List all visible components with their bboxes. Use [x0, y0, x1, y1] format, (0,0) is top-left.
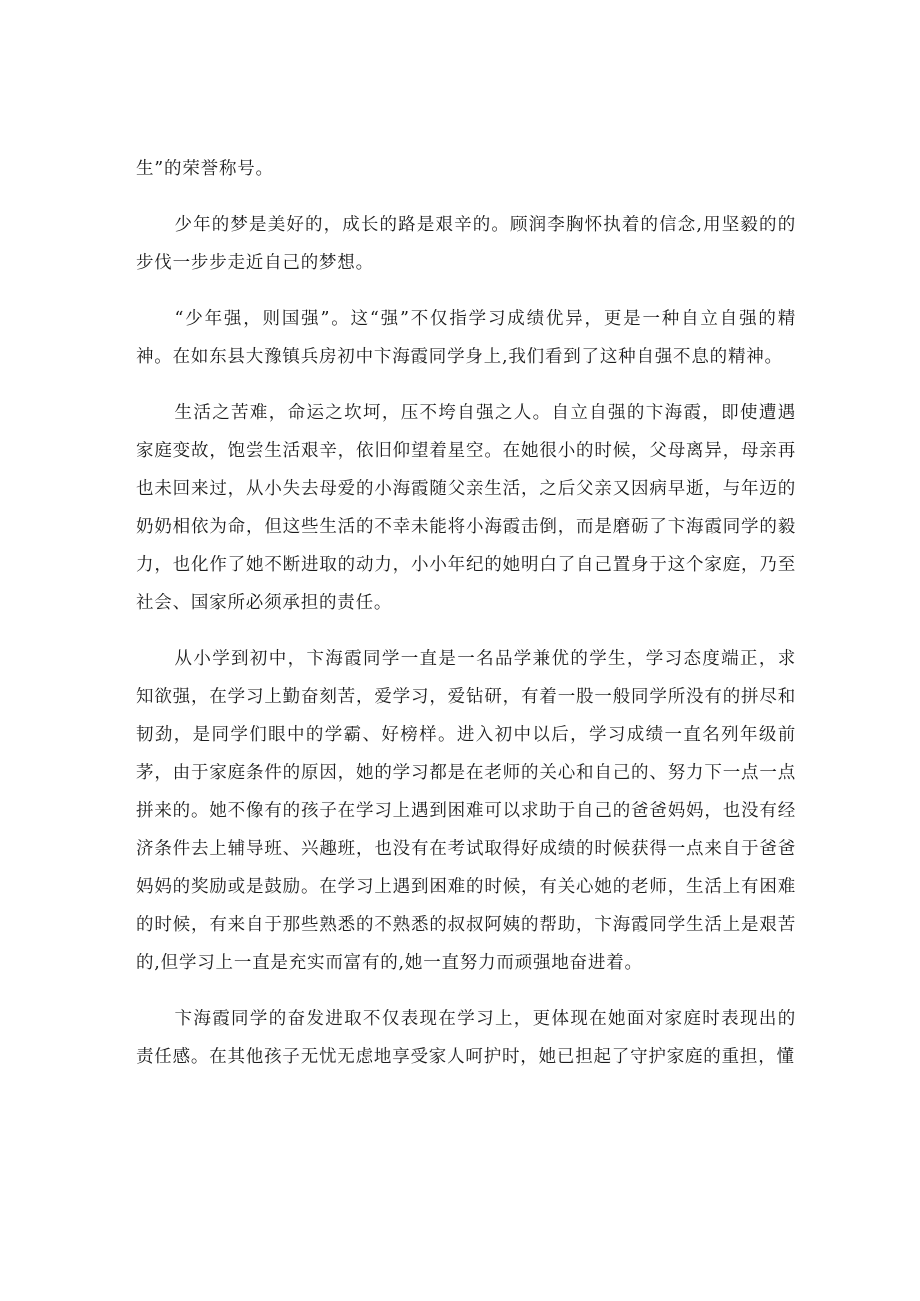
paragraph-dream: 少年的梦是美好的，成长的路是艰辛的。顾润李胸怀执着的信念,用坚毅的的步伐一步步走近自己的梦想。: [136, 215, 796, 273]
body-text: [136, 150, 796, 1094]
paragraph-study: 从小学到初中，卞海霞同学一直是一名品学兼优的学生，学习态度端正，求知欲强，在学习上勤奋刻苦，爱学习，爱钻研，有着一股一般同学所没有的拼尽和韧劲，是同学们眼中的学霸、好榜样。进入初中以后，学习成绩一直名列年级前茅，由于家庭条件的原因，她的学习都是在老师的关心和自己的、努力下一点一点拼来的。她不像有的孩子在学习上遇到困难可以求助于自己的爸爸妈妈，也没有经济条件去上辅导班、兴趣班，也没有在考试取得好成绩的时候获得一点来自于爸爸妈妈的奖励或是鼓励。在学习上遇到困难的时候，有关心她的老师，生活上有困难的时候，有来自于那些熟悉的不熟悉的叔叔阿姨的帮助，卞海霞同学生活上是艰苦的,但学习上一直是充实而富有的,她一直努力而顽强地奋进着。: [136, 649, 796, 973]
paragraph-hardship: 生活之苦难，命运之坎坷，压不垮自强之人。自立自强的卞海霞，即使遭遇家庭变故，饱尝生活艰辛，依旧仰望着星空。在她很小的时候，父母离异，母亲再也未回来过，从小失去母爱的小海霞随父亲生活，之后父亲又因病早逝，与年迈的奶奶相依为命，但这些生活的不幸未能将小海霞击倒，而是磨砺了卞海霞同学的毅力，也化作了她不断进取的动力，小小年纪的她明白了自己置身于这个家庭，乃至社会、国家所必须承担的责任。: [136, 403, 796, 613]
paragraph-responsibility: 卞海霞同学的奋发进取不仅表现在学习上，更体现在她面对家庭时表现出的责任感。在其他孩子无忧无虑地享受家人呵护时，她已担起了守护家庭的重担，懂: [136, 1009, 796, 1067]
paragraph-continuation: 生”的荣誉称号。: [136, 159, 274, 179]
paragraph-strong-youth: “少年强，则国强”。这“强”不仅指学习成绩优异，更是一种自立自强的精神。在如东县大豫镇兵房初中卞海霞同学身上,我们看到了这种自强不息的精神。: [136, 309, 796, 367]
